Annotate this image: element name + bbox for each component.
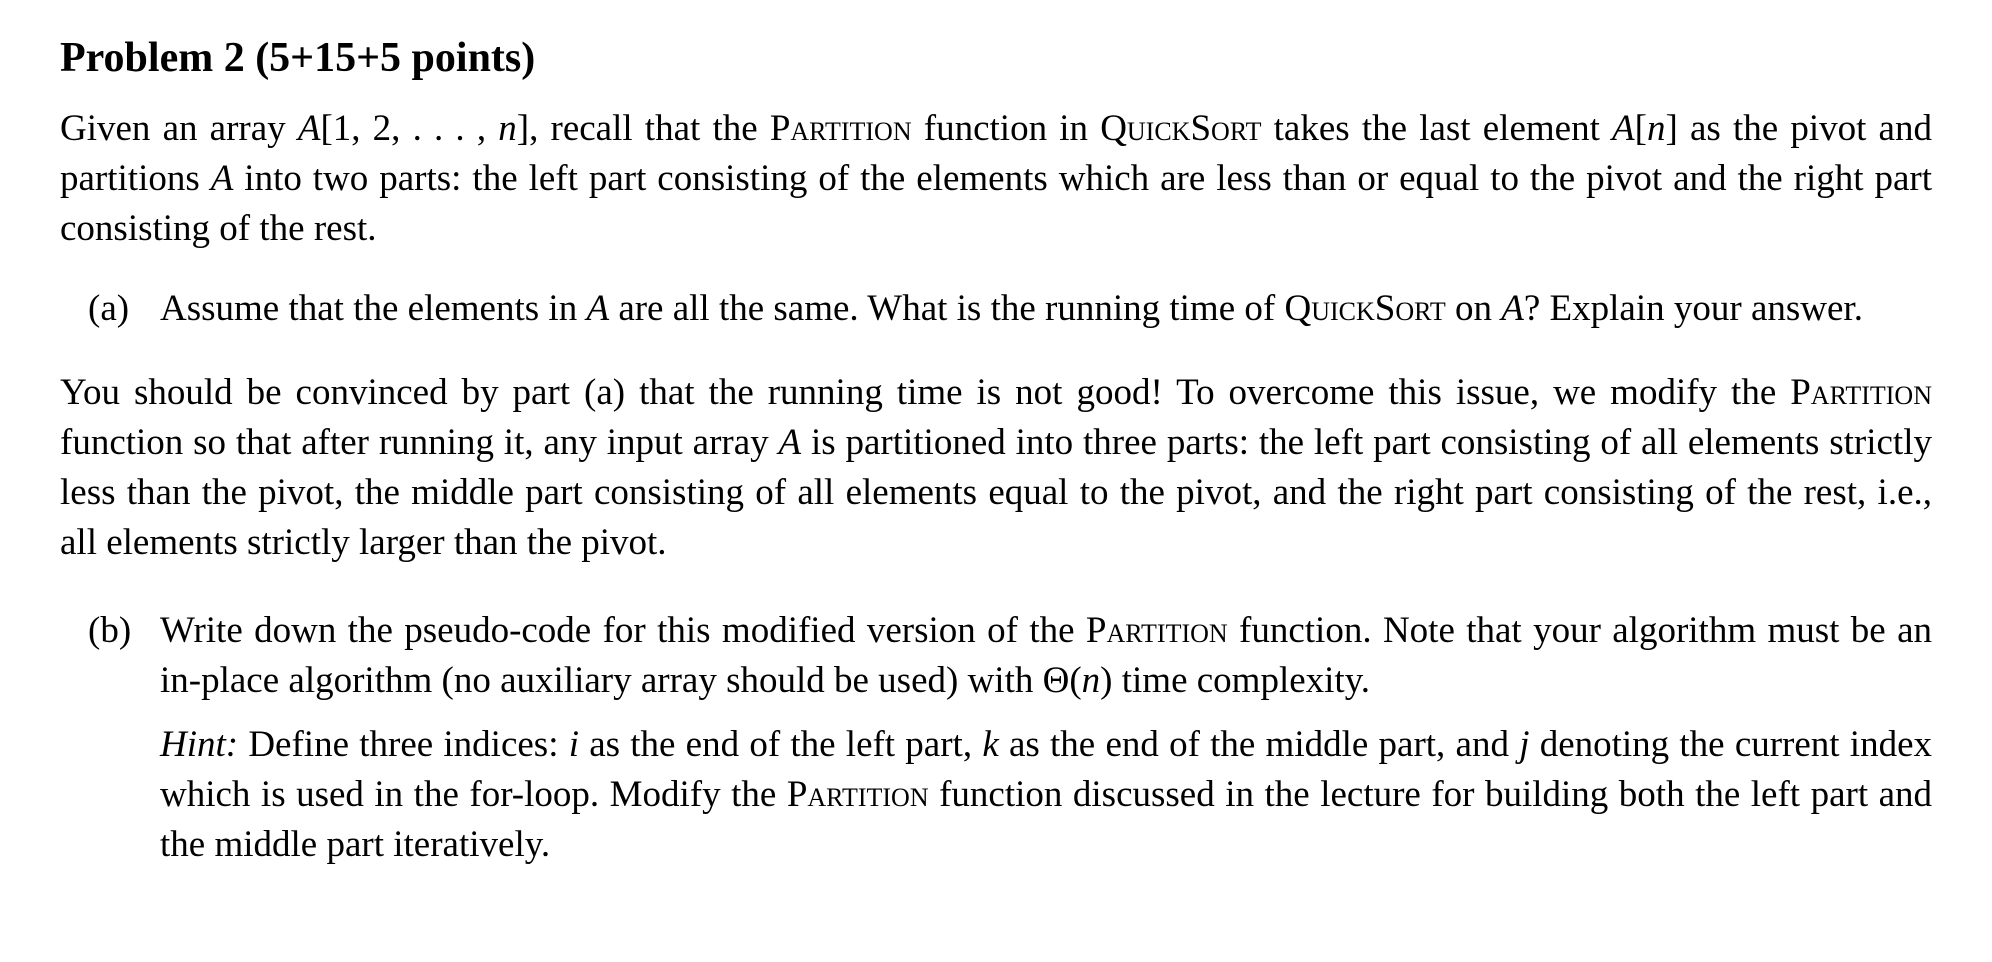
part-a-text: on <box>1445 288 1502 329</box>
part-b-body <box>160 606 1932 870</box>
intro-paragraph <box>60 104 1932 254</box>
partition-name: Partition <box>1085 610 1228 651</box>
quicksort-name: QuickSort <box>1100 108 1262 149</box>
middle-text: function so that after running it, any input array <box>60 422 779 463</box>
part-a-label: (a) <box>88 288 130 329</box>
intro-text: function in <box>911 108 1101 149</box>
intro-text: , recall that the <box>529 108 770 149</box>
part-b-hint <box>160 720 1932 870</box>
part-b-item <box>88 606 1932 870</box>
part-b-question <box>160 606 1932 706</box>
problem-title: Problem 2 (5+15+5 points) <box>60 35 536 81</box>
part-b-text: Write down the pseudo-code for this modified version of the <box>160 610 1086 651</box>
math-theta: Θ( <box>1042 660 1082 701</box>
math-j: j <box>1519 724 1530 765</box>
math-n: n <box>1646 108 1666 149</box>
hint-text: as the end of the middle part, and <box>998 724 1520 765</box>
intro-text: as the pivot and partitions <box>60 108 1932 199</box>
hint-text: as the end of the left part, <box>578 724 983 765</box>
part-b-text: function. Note that your algorithm must be an in-place algorithm (no auxiliary array should be used) with <box>160 610 1932 701</box>
math-A: A <box>1501 288 1524 329</box>
math-bracket-open: [ <box>1634 108 1647 149</box>
math-A: A <box>1612 108 1635 149</box>
math-bracket-close: ] <box>1665 108 1678 149</box>
math-array-range: [1, 2, . . . , <box>320 108 499 149</box>
part-a-item <box>88 284 1932 334</box>
intro-text: takes the last element <box>1261 108 1613 149</box>
hint-text: function discussed in the lecture for building both the left part and the middle part iteratively. <box>160 774 1933 865</box>
math-i: i <box>568 724 579 765</box>
intro-text: Given an array <box>60 108 298 149</box>
partition-name: Partition <box>786 774 929 815</box>
part-a-text: Assume that the elements in <box>160 288 587 329</box>
math-paren-close: ) <box>1100 660 1113 701</box>
part-a-text: are all the same. What is the running time of <box>609 288 1285 329</box>
hint-text: denoting the current index which is used in the for-loop. Modify the <box>160 724 1933 815</box>
middle-text: is partitioned into three parts: the left part consisting of all elements strictly less than the pivot, the middle part consisting of all elements equal to the pivot, and the right part consisting of the rest, i.e., all elements strictly larger than the pivot. <box>60 422 1932 563</box>
partition-name: Partition <box>769 108 912 149</box>
part-b-text: time complexity. <box>1112 660 1371 701</box>
math-n: n <box>1081 660 1101 701</box>
intro-text: into two parts: the left part consisting of the elements which are less than or equal to the pivot and the right part consisting of the rest. <box>60 158 1932 249</box>
problem-page <box>60 34 1932 870</box>
math-A: A <box>778 422 802 463</box>
part-a-text: ? Explain your answer. <box>1523 288 1863 329</box>
part-a-body <box>160 284 1932 334</box>
partition-name: Partition <box>1790 372 1932 413</box>
middle-text: You should be convinced by part (a) that the running time is not good! To overcome this issue, we modify the <box>60 372 1791 413</box>
math-A: A <box>210 158 234 199</box>
math-A: A <box>586 288 610 329</box>
hint-label: Hint: <box>160 724 239 765</box>
part-b-label: (b) <box>88 610 132 651</box>
quicksort-name: QuickSort <box>1284 288 1446 329</box>
middle-paragraph <box>60 368 1932 568</box>
math-array-A: A <box>297 108 321 149</box>
math-bracket-close: ] <box>516 108 530 149</box>
hint-text: Define three indices: <box>238 724 569 765</box>
math-n: n <box>498 108 517 149</box>
math-k: k <box>982 724 999 765</box>
